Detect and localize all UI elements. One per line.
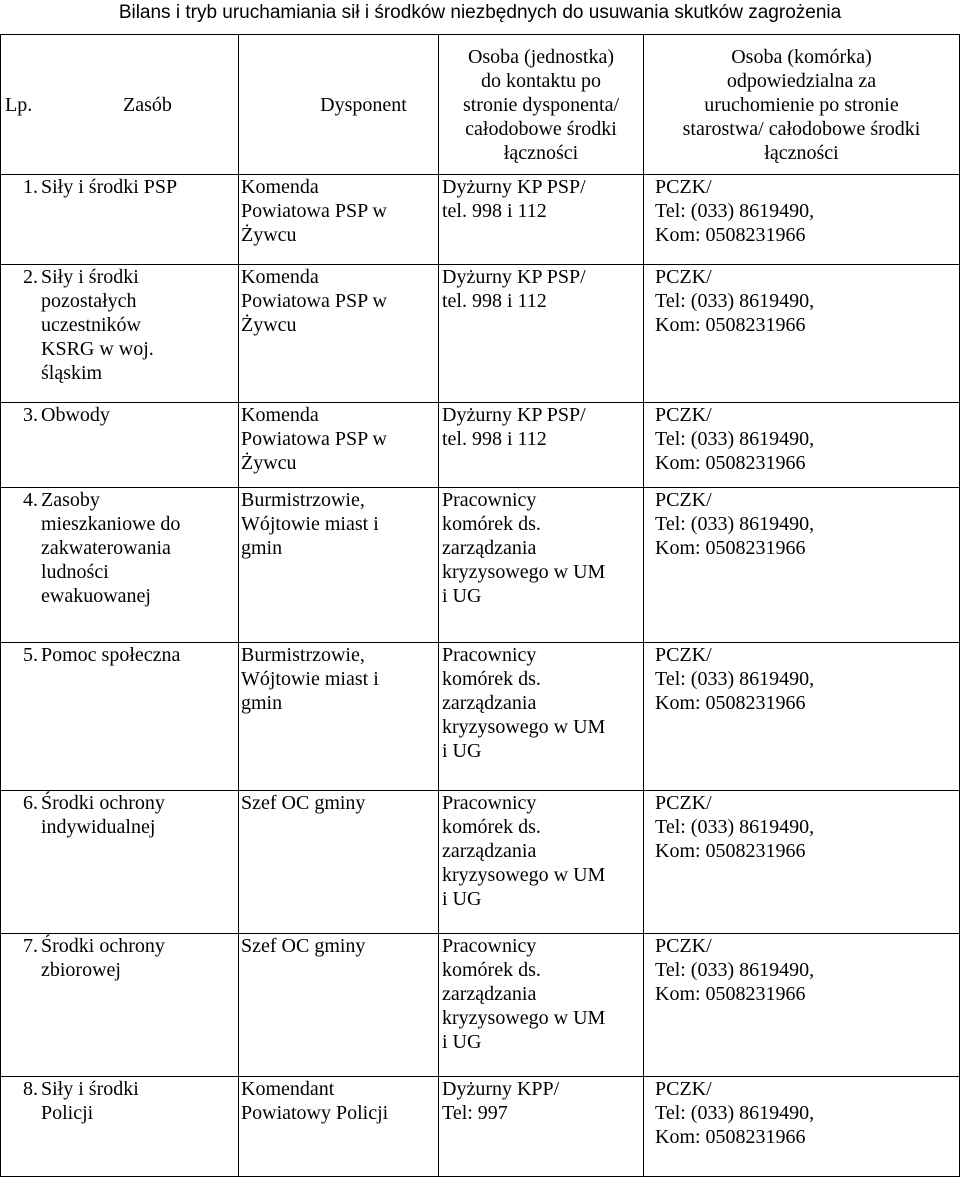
dysponent-cell	[239, 1077, 439, 1177]
zasob-line: zakwaterowania	[41, 537, 171, 559]
kontakt-line: Dyżurny KP PSP/	[442, 176, 586, 198]
odpowiedzialna-line: Kom: 0508231966	[655, 452, 806, 474]
odpowiedzialna-line: Kom: 0508231966	[655, 692, 806, 714]
header-lp: Lp.	[5, 93, 33, 116]
odpowiedzialna-line: Tel: (033) 8619490,	[655, 668, 815, 690]
row-number: 6.	[23, 792, 38, 814]
kontakt-cell	[439, 934, 644, 1077]
table-row	[1, 1077, 960, 1177]
odpowiedzialna-line: Tel: (033) 8619490,	[655, 200, 815, 222]
dysponent-line: Powiatowa PSP w	[241, 428, 387, 450]
kontakt-line: Pracownicy	[442, 489, 537, 511]
odpowiedzialna-line: PCZK/	[655, 935, 712, 957]
header-lp-zasob-cell	[1, 35, 239, 175]
dysponent-line: Żywcu	[241, 224, 297, 246]
header-odpowiedzialna-line: uruchomienie po stronie	[704, 93, 899, 116]
row-number: 8.	[23, 1078, 38, 1100]
dysponent-cell	[239, 791, 439, 934]
zasob-line: Obwody	[41, 404, 110, 426]
kontakt-line: zarządzania	[442, 983, 537, 1005]
odpowiedzialna-line: PCZK/	[655, 489, 712, 511]
kontakt-line: kryzysowego w UM	[442, 561, 606, 583]
header-odpowiedzialna-line: Osoba (komórka)	[731, 45, 872, 68]
dysponent-line: Powiatowy Policji	[241, 1102, 389, 1124]
kontakt-cell	[439, 643, 644, 791]
odpowiedzialna-cell	[644, 175, 960, 265]
kontakt-line: i UG	[442, 740, 482, 762]
odpowiedzialna-cell	[644, 791, 960, 934]
document-title: Bilans i tryb uruchamiania sił i środków niezbędnych do usuwania skutków zagrożenia	[118, 2, 842, 23]
dysponent-line: Szef OC gminy	[241, 935, 366, 957]
dysponent-cell	[239, 934, 439, 1077]
odpowiedzialna-line: Tel: (033) 8619490,	[655, 513, 815, 535]
kontakt-cell	[439, 1077, 644, 1177]
kontakt-line: i UG	[442, 1031, 482, 1053]
dysponent-line: Powiatowa PSP w	[241, 290, 387, 312]
zasob-line: ludności	[41, 561, 109, 583]
kontakt-line: Dyżurny KPP/	[442, 1078, 560, 1100]
dysponent-line: Wójtowie miast i	[241, 668, 379, 690]
kontakt-line: Dyżurny KP PSP/	[442, 266, 586, 288]
row-number: 7.	[23, 935, 38, 957]
zasob-line: mieszkaniowe do	[41, 513, 181, 535]
header-kontakt	[439, 35, 644, 175]
zasob-name	[41, 791, 238, 839]
kontakt-line: i UG	[442, 585, 482, 607]
odpowiedzialna-line: Kom: 0508231966	[655, 224, 806, 246]
kontakt-line: zarządzania	[442, 840, 537, 862]
zasob-line: KSRG w woj.	[41, 338, 154, 360]
zasob-line: Policji	[41, 1102, 94, 1124]
dysponent-line: Komenda	[241, 404, 319, 426]
zasob-line: uczestników	[41, 314, 141, 336]
dysponent-line: Burmistrzowie,	[241, 489, 365, 511]
kontakt-line: tel. 998 i 112	[442, 428, 547, 450]
header-odpowiedzialna-line: starostwa/ całodobowe środki	[682, 117, 921, 140]
dysponent-cell	[239, 488, 439, 643]
zasob-line: indywidualnej	[41, 816, 156, 838]
dysponent-line: Komenda	[241, 176, 319, 198]
zasob-name	[41, 403, 238, 427]
kontakt-line: komórek ds.	[442, 668, 541, 690]
row-number: 2.	[23, 266, 38, 288]
header-row	[1, 35, 960, 175]
zasob-name	[41, 1077, 238, 1125]
dysponent-line: gmin	[241, 692, 283, 714]
odpowiedzialna-line: Tel: (033) 8619490,	[655, 816, 815, 838]
kontakt-line: kryzysowego w UM	[442, 864, 606, 886]
odpowiedzialna-line: Kom: 0508231966	[655, 314, 806, 336]
header-dysponent	[239, 35, 439, 175]
odpowiedzialna-line: PCZK/	[655, 792, 712, 814]
resources-table	[0, 34, 960, 1177]
zasob-name	[41, 265, 238, 385]
odpowiedzialna-line: Tel: (033) 8619490,	[655, 959, 815, 981]
odpowiedzialna-cell	[644, 1077, 960, 1177]
odpowiedzialna-line: Tel: (033) 8619490,	[655, 290, 815, 312]
header-zasob: Zasób	[123, 93, 172, 116]
odpowiedzialna-line: Kom: 0508231966	[655, 1126, 806, 1148]
kontakt-cell	[439, 175, 644, 265]
dysponent-line: Komendant	[241, 1078, 335, 1100]
zasob-cell	[1, 643, 239, 791]
header-kontakt-line: Osoba (jednostka)	[467, 45, 615, 68]
dysponent-cell	[239, 403, 439, 488]
row-number: 4.	[23, 489, 38, 511]
odpowiedzialna-cell	[644, 643, 960, 791]
table-body	[1, 35, 960, 1177]
kontakt-line: Dyżurny KP PSP/	[442, 404, 586, 426]
odpowiedzialna-line: PCZK/	[655, 644, 712, 666]
zasob-line: zbiorowej	[41, 959, 121, 981]
header-kontakt-line: całodobowe środki	[465, 117, 617, 140]
dysponent-line: Szef OC gminy	[241, 792, 366, 814]
dysponent-line: Powiatowa PSP w	[241, 200, 387, 222]
zasob-cell	[1, 403, 239, 488]
dysponent-line: Burmistrzowie,	[241, 644, 365, 666]
dysponent-line: gmin	[241, 537, 283, 559]
kontakt-line: kryzysowego w UM	[442, 716, 606, 738]
header-kontakt-line: stronie dysponenta/	[462, 93, 620, 116]
zasob-line: Pomoc społeczna	[41, 644, 181, 666]
zasob-cell	[1, 488, 239, 643]
header-dysponent-text: Dysponent	[320, 93, 407, 116]
zasob-line: Siły i środki PSP	[41, 176, 178, 198]
dysponent-cell	[239, 643, 439, 791]
odpowiedzialna-line: PCZK/	[655, 176, 712, 198]
kontakt-line: zarządzania	[442, 537, 537, 559]
kontakt-line: Pracownicy	[442, 935, 537, 957]
kontakt-cell	[439, 791, 644, 934]
odpowiedzialna-line: PCZK/	[655, 404, 712, 426]
zasob-line: Siły i środki	[41, 266, 139, 288]
header-odpowiedzialna-line: odpowiedzialna za	[726, 69, 877, 92]
dysponent-line: Żywcu	[241, 452, 297, 474]
row-number: 1.	[23, 176, 38, 198]
zasob-cell	[1, 265, 239, 403]
odpowiedzialna-line: Kom: 0508231966	[655, 537, 806, 559]
kontakt-line: Pracownicy	[442, 792, 537, 814]
odpowiedzialna-line: PCZK/	[655, 1078, 712, 1100]
zasob-line: Zasoby	[41, 489, 100, 511]
kontakt-line: zarządzania	[442, 692, 537, 714]
kontakt-line: tel. 998 i 112	[442, 200, 547, 222]
odpowiedzialna-cell	[644, 488, 960, 643]
table-row	[1, 175, 960, 265]
kontakt-cell	[439, 265, 644, 403]
zasob-name	[41, 643, 238, 667]
zasob-cell	[1, 791, 239, 934]
kontakt-line: tel. 998 i 112	[442, 290, 547, 312]
kontakt-cell	[439, 403, 644, 488]
table-row	[1, 488, 960, 643]
odpowiedzialna-cell	[644, 934, 960, 1077]
zasob-name	[41, 488, 238, 608]
zasob-cell	[1, 934, 239, 1077]
kontakt-line: komórek ds.	[442, 959, 541, 981]
kontakt-line: Tel: 997	[442, 1102, 508, 1124]
dysponent-line: Wójtowie miast i	[241, 513, 379, 535]
zasob-line: Siły i środki	[41, 1078, 139, 1100]
table-row	[1, 643, 960, 791]
row-number: 5.	[23, 644, 38, 666]
kontakt-line: i UG	[442, 888, 482, 910]
dysponent-cell	[239, 175, 439, 265]
kontakt-line: kryzysowego w UM	[442, 1007, 606, 1029]
odpowiedzialna-cell	[644, 265, 960, 403]
kontakt-line: komórek ds.	[442, 513, 541, 535]
kontakt-line: Pracownicy	[442, 644, 537, 666]
header-odpowiedzialna	[644, 35, 960, 175]
header-kontakt-line: łączności	[503, 141, 579, 164]
zasob-line: pozostałych	[41, 290, 137, 312]
dysponent-line: Komenda	[241, 266, 319, 288]
zasob-cell	[1, 175, 239, 265]
zasob-line: Środki ochrony	[41, 792, 165, 814]
zasob-name	[41, 934, 238, 982]
table-row	[1, 403, 960, 488]
dysponent-cell	[239, 265, 439, 403]
odpowiedzialna-cell	[644, 403, 960, 488]
odpowiedzialna-line: Kom: 0508231966	[655, 983, 806, 1005]
odpowiedzialna-line: PCZK/	[655, 266, 712, 288]
kontakt-line: komórek ds.	[442, 816, 541, 838]
kontakt-cell	[439, 488, 644, 643]
dysponent-line: Żywcu	[241, 314, 297, 336]
zasob-name	[41, 175, 238, 199]
odpowiedzialna-line: Tel: (033) 8619490,	[655, 1102, 815, 1124]
odpowiedzialna-line: Kom: 0508231966	[655, 840, 806, 862]
row-number: 3.	[23, 404, 38, 426]
zasob-line: śląskim	[41, 362, 103, 384]
odpowiedzialna-line: Tel: (033) 8619490,	[655, 428, 815, 450]
header-kontakt-line: do kontaktu po	[481, 69, 601, 92]
zasob-line: Środki ochrony	[41, 935, 165, 957]
zasob-line: ewakuowanej	[41, 585, 151, 607]
zasob-cell	[1, 1077, 239, 1177]
table-row	[1, 265, 960, 403]
table-row	[1, 934, 960, 1077]
header-odpowiedzialna-line: łączności	[764, 141, 839, 164]
table-row	[1, 791, 960, 934]
